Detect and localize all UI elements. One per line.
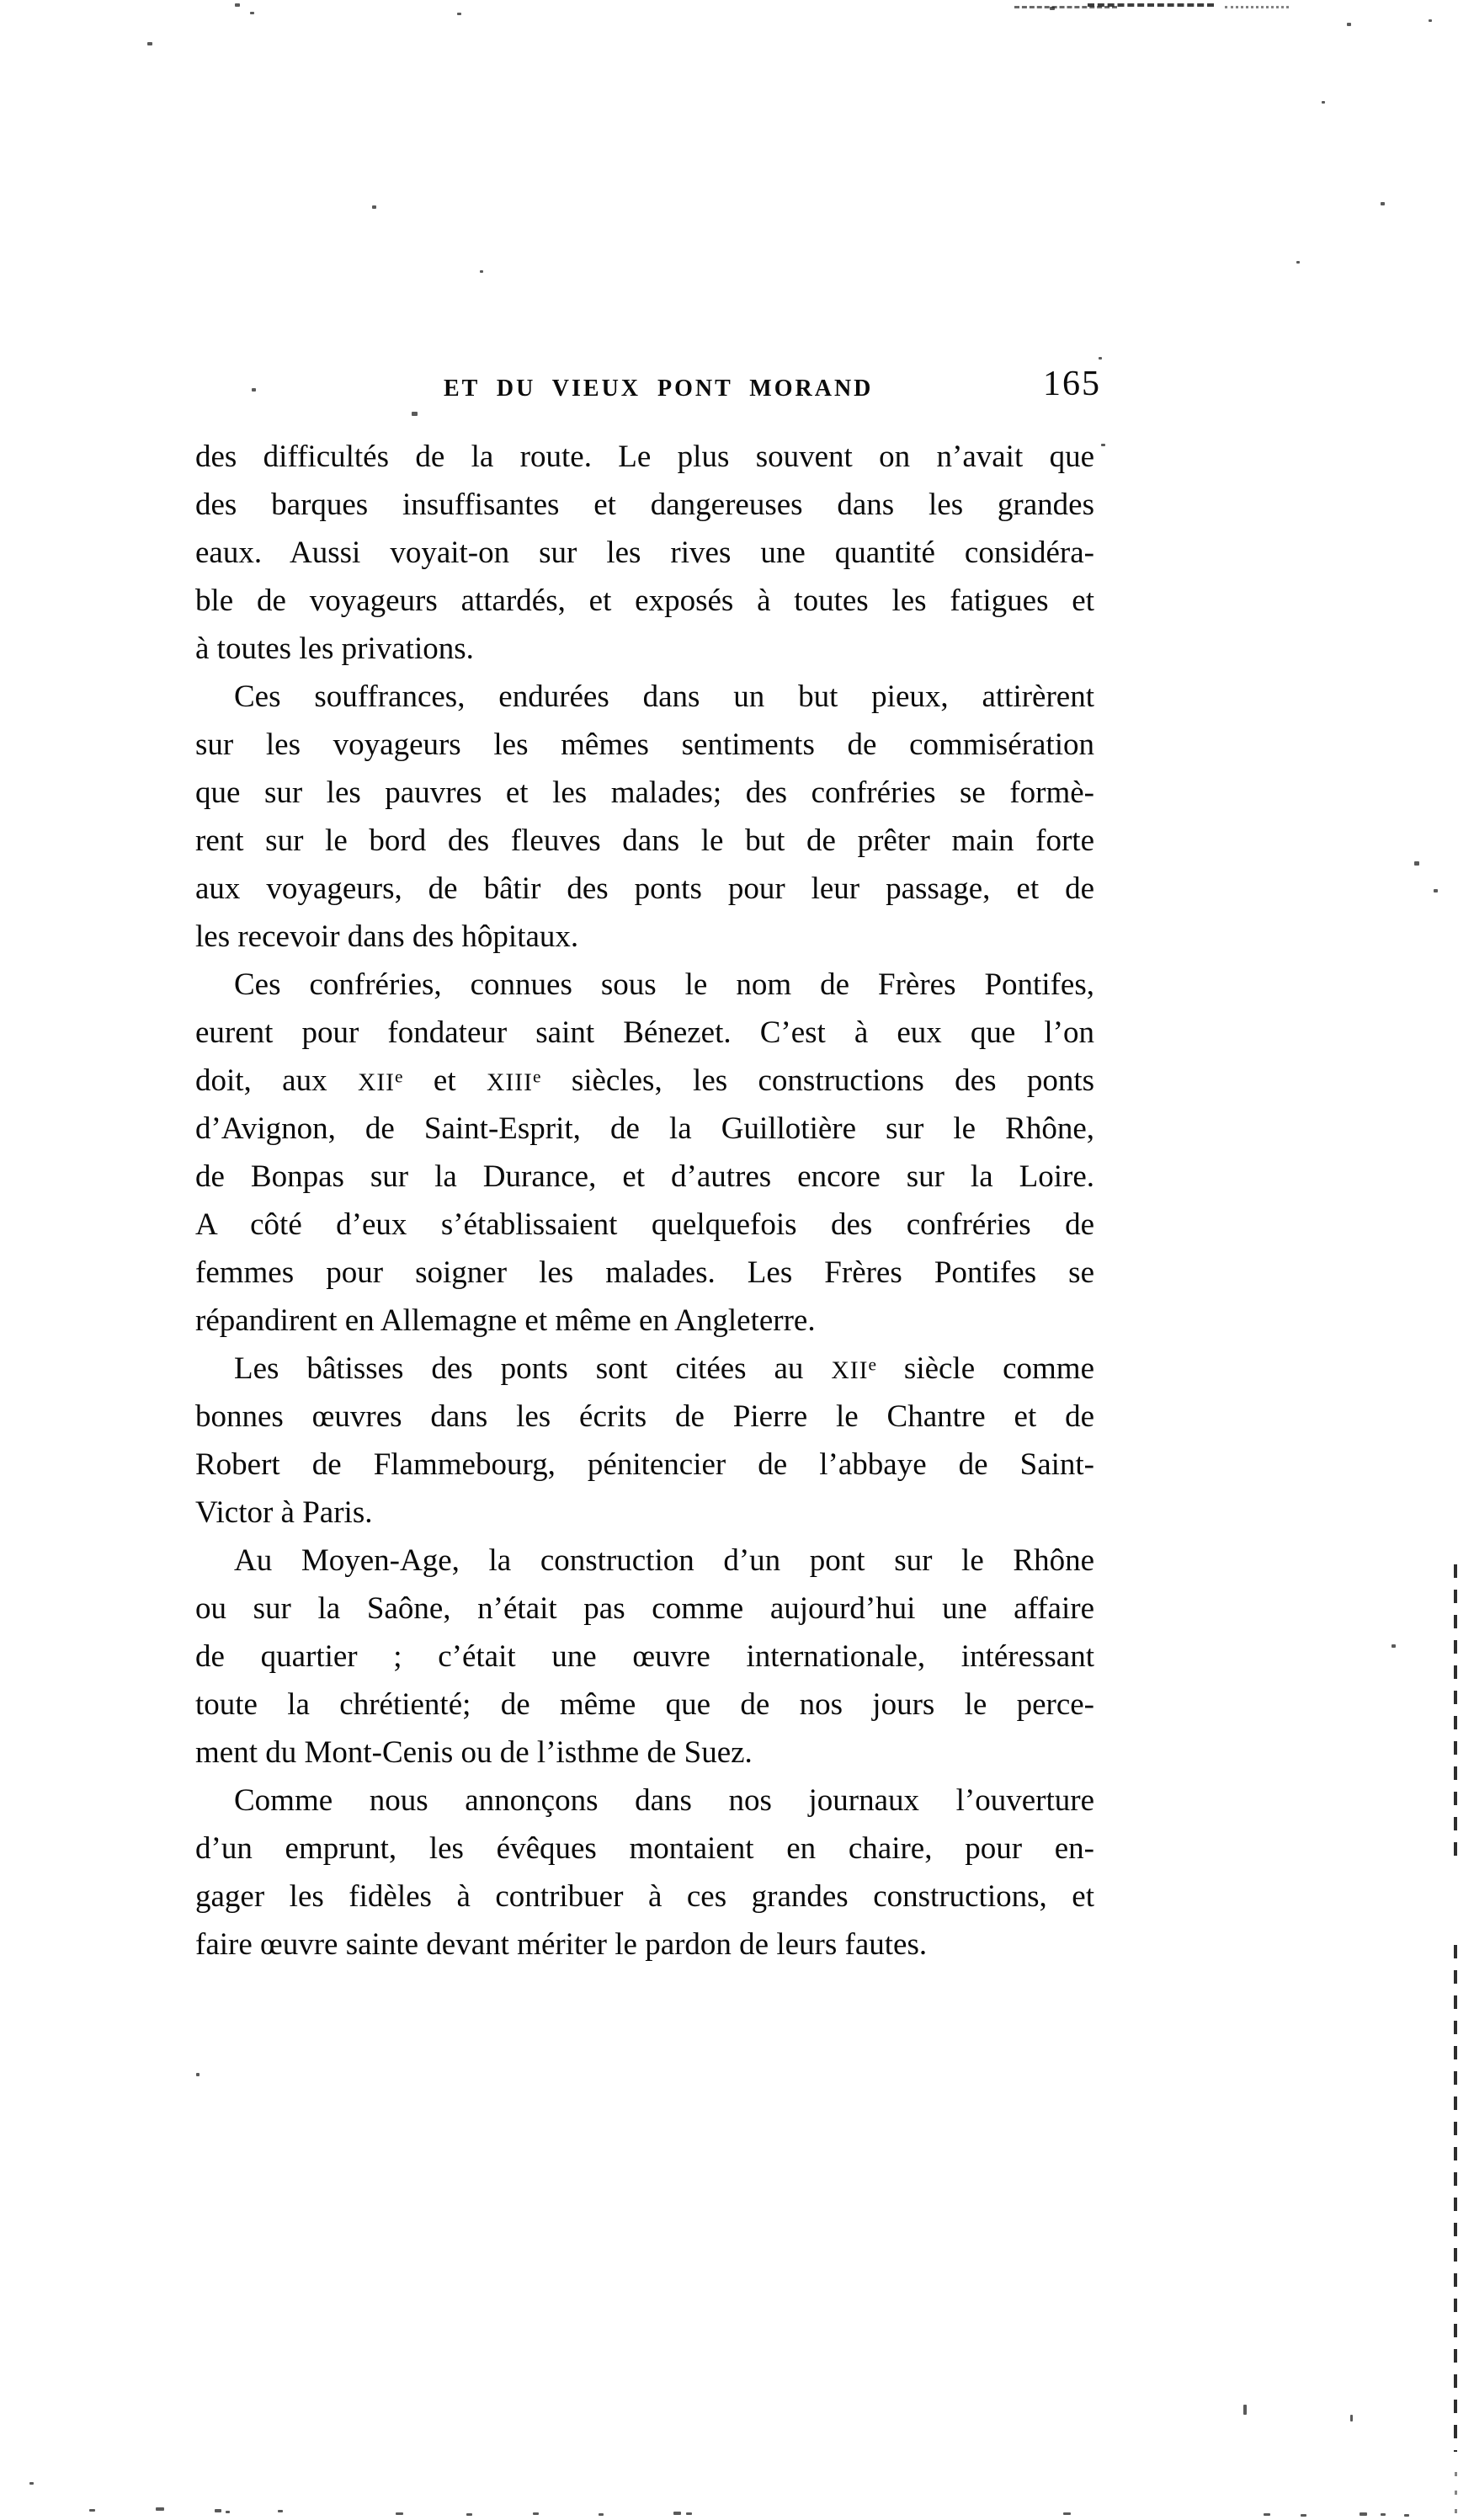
- text-line: toute la chrétienté; de même que de nos jours le perce-: [195, 1687, 1094, 1722]
- text-line: faire œuvre sainte devant mériter le pardon de leurs fautes.: [195, 1927, 928, 1962]
- text-block: [195, 433, 1094, 1969]
- paragraph: [195, 1345, 1094, 1537]
- scan-artifact-right-edge-dashes: [1454, 1564, 1457, 1859]
- scan-artifact-top-dashed-line: [1225, 6, 1289, 8]
- scan-artifact-top-dashed-line: [1014, 6, 1117, 8]
- scan-speck: [1301, 2514, 1306, 2517]
- text-line: d’Avignon, de Saint-Esprit, de la Guillotière sur le Rhône,: [195, 1111, 1094, 1146]
- scan-speck: [412, 412, 418, 416]
- text-line: ment du Mont-Cenis ou de l’isthme de Suez.: [195, 1735, 753, 1770]
- text-line: Victor à Paris.: [195, 1495, 373, 1530]
- scan-speck: [1099, 357, 1102, 360]
- scan-speck: [1050, 7, 1055, 10]
- scan-speck: [1063, 2512, 1071, 2515]
- scan-speck: [396, 2512, 403, 2515]
- scan-speck: [250, 12, 254, 14]
- scan-speck: [1381, 2513, 1386, 2516]
- scan-speck: [215, 2509, 221, 2512]
- scan-speck: [196, 2073, 200, 2076]
- text-line: doit, aux XIIe et XIIIe siècles, les constructions des ponts: [195, 1063, 1095, 1098]
- scan-speck: [1101, 444, 1105, 446]
- text-line: gager les fidèles à contribuer à ces grandes constructions, et: [195, 1879, 1094, 1914]
- text-line: d’un emprunt, les évêques montaient en chaire, pour en-: [195, 1831, 1094, 1866]
- scan-speck: [235, 3, 240, 7]
- paragraph: [195, 961, 1094, 1345]
- scan-speck: [480, 270, 483, 273]
- text-line: des difficultés de la route. Le plus souvent on n’avait que: [195, 440, 1094, 474]
- scan-speck: [1391, 1644, 1396, 1648]
- scan-speck: [89, 2509, 95, 2512]
- scan-speck: [147, 42, 152, 45]
- text-line: Au Moyen-Age, la construction d’un pont sur le Rhône: [234, 1543, 1094, 1578]
- scan-speck: [1434, 889, 1438, 892]
- text-line: bonnes œuvres dans les écrits de Pierre le Chantre et de: [195, 1399, 1094, 1434]
- scan-speck: [1414, 861, 1419, 866]
- text-line: que sur les pauvres et les malades; des confréries se formè-: [195, 775, 1094, 810]
- text-line: ou sur la Saône, n’était pas comme aujourd’hui une affaire: [195, 1591, 1094, 1626]
- text-line: Robert de Flammebourg, pénitencier de l’abbaye de Saint-: [195, 1447, 1094, 1482]
- scan-speck: [252, 388, 256, 392]
- running-title: ET DU VIEUX PONT MORAND: [444, 376, 874, 402]
- page-number: 165: [1043, 365, 1101, 403]
- scan-speck: [1429, 19, 1432, 22]
- scan-speck: [686, 2512, 692, 2515]
- scan-speck: [673, 2512, 681, 2515]
- text-line: Les bâtisses des ponts sont citées au XIIe siècle comme: [234, 1351, 1094, 1386]
- scan-speck: [1350, 2415, 1353, 2421]
- text-line: à toutes les privations.: [195, 631, 474, 666]
- text-line: de Bonpas sur la Durance, et d’autres encore sur la Loire.: [195, 1159, 1094, 1194]
- scan-speck: [1347, 23, 1351, 26]
- text-line: Ces confréries, connues sous le nom de Frères Pontifes,: [234, 967, 1094, 1002]
- paragraph: [195, 1537, 1094, 1777]
- scan-speck: [457, 13, 461, 15]
- scan-speck: [156, 2507, 164, 2511]
- scan-artifact-right-edge-dashes: [1454, 1945, 1457, 2452]
- scan-speck: [533, 2512, 539, 2515]
- text-line: les recevoir dans des hôpitaux.: [195, 919, 579, 954]
- text-line: Comme nous annonçons dans nos journaux l’ouverture: [234, 1783, 1094, 1818]
- scan-speck: [1381, 202, 1385, 205]
- scan-speck: [1264, 2513, 1270, 2516]
- text-line: répandirent en Allemagne et même en Angleterre.: [195, 1303, 816, 1338]
- paragraph: [195, 433, 1094, 673]
- text-line: rent sur le bord des fleuves dans le but de prêter main forte: [195, 823, 1094, 858]
- text-line: femmes pour soigner les malades. Les Frères Pontifes se: [195, 1255, 1094, 1290]
- scan-speck: [278, 2510, 283, 2512]
- scan-speck: [372, 205, 376, 209]
- scan-speck: [1404, 2514, 1409, 2517]
- text-line: ble de voyageurs attardés, et exposés à toutes les fatigues et: [195, 583, 1094, 618]
- scan-speck: [1296, 261, 1300, 264]
- scan-speck: [1360, 2512, 1367, 2516]
- text-line: aux voyageurs, de bâtir des ponts pour leur passage, et de: [195, 871, 1094, 906]
- scan-speck: [1243, 2405, 1247, 2415]
- text-line: Ces souffrances, endurées dans un but pieux, attirèrent: [234, 679, 1094, 714]
- text-line: des barques insuffisantes et dangereuses dans les grandes: [195, 487, 1094, 522]
- scan-speck: [29, 2482, 34, 2485]
- paragraph: [195, 673, 1094, 961]
- text-line: eaux. Aussi voyait-on sur les rives une quantité considéra-: [195, 535, 1094, 570]
- paragraph: [195, 1777, 1094, 1969]
- text-line: A côté d’eux s’établissaient quelquefois des confréries de: [195, 1207, 1094, 1242]
- text-line: eurent pour fondateur saint Bénezet. C’est à eux que l’on: [195, 1015, 1094, 1050]
- scan-speck: [466, 2513, 472, 2516]
- scan-speck: [599, 2513, 604, 2516]
- scan-speck: [1322, 101, 1325, 104]
- text-line: sur les voyageurs les mêmes sentiments de commisération: [195, 727, 1094, 762]
- text-line: de quartier ; c’était une œuvre internationale, intéressant: [195, 1639, 1094, 1674]
- scan-speck: [226, 2511, 230, 2513]
- scan-artifact-top-dashed-line: [1088, 3, 1214, 7]
- scan-artifact-right-edge-dashes: [1455, 2472, 1457, 2520]
